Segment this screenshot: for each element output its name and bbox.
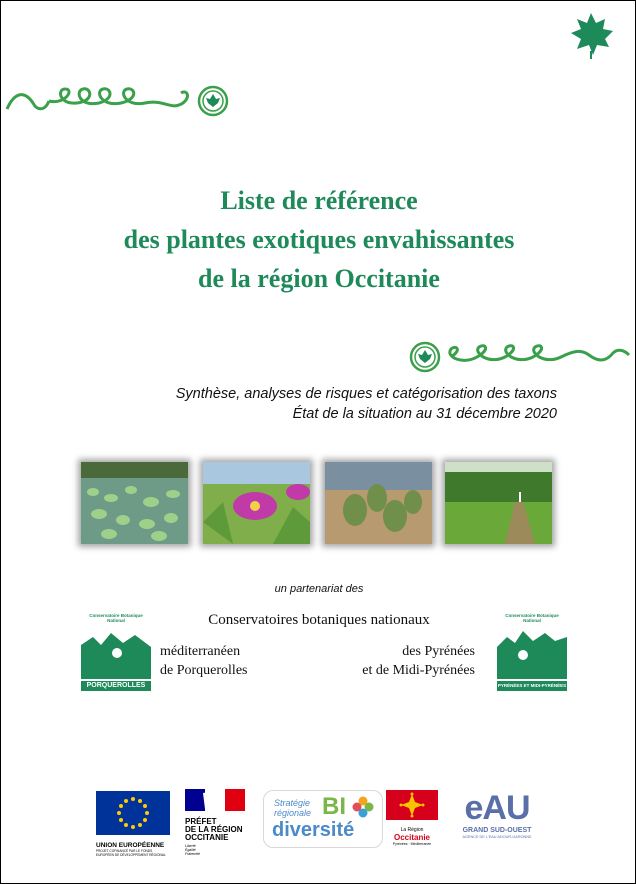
partner-right-line-1: des Pyrénées — [402, 644, 475, 659]
partner-left-line-1: méditerranéen — [160, 644, 241, 659]
decorative-swirl-middle — [407, 339, 631, 377]
subtitle-line-1: Synthèse, analyses de risques et catégorisation des taxons — [175, 386, 557, 402]
eau-big-label: eAU — [464, 789, 530, 827]
eu-logo-name: UNION EUROPÉENNE — [96, 842, 165, 849]
green-meadow-path-photo — [445, 462, 552, 544]
partnership-intro: un partenariat des — [274, 583, 364, 595]
pink-flower-photo — [203, 462, 310, 544]
cbn-right-logo-footer: PYRÉNÉES ET MIDI-PYRÉNÉES — [497, 681, 567, 691]
marianne-icon — [185, 789, 245, 811]
strategie-biodiversite-logo — [263, 790, 383, 848]
occitanie-label-1: La Région — [400, 827, 424, 833]
biodiv-line-2: régionale — [274, 808, 312, 818]
biodiv-line-1: Stratégie — [274, 798, 311, 808]
agence-eau-logo — [451, 790, 543, 846]
biodiv-diversite: diversité — [272, 819, 355, 841]
title-line-3: de la région Occitanie — [198, 264, 440, 293]
occitanie-label-3: Pyrénées · Méditerranée — [392, 842, 432, 846]
occitanie-label-2: Occitanie — [393, 833, 430, 842]
partner-left-line-2: de Porquerolles — [160, 663, 248, 678]
maple-leaf-icon — [567, 11, 615, 61]
cbn-right-logo-header: Conservatoire Botanique National — [505, 613, 559, 623]
eu-logo-sub: PROJET COFINANCÉ PAR LE FONDS EUROPÉEN DE DÉVELOPPEMENT RÉGIONAL — [96, 849, 166, 857]
aquatic-plants-photo — [81, 462, 188, 544]
cbn-left-logo-footer: PORQUEROLLES — [81, 681, 151, 691]
occitan-cross-icon — [386, 790, 438, 820]
title-line-1: Liste de référence — [220, 186, 418, 215]
prefet-motto-1: Liberté — [185, 844, 196, 848]
title-line-2: des plantes exotiques envahissantes — [123, 225, 515, 254]
subtitle-line-2: État de la situation au 31 décembre 2020 — [292, 406, 557, 422]
prefet-motto-2: Égalité — [185, 848, 196, 852]
prefet-motto-3: Fraternité — [185, 852, 200, 856]
cbn-left-logo-header: Conservatoire Botanique National — [89, 613, 143, 623]
eau-line-1: GRAND SUD-OUEST — [462, 827, 532, 834]
biodiv-o-flower-icon — [352, 796, 374, 818]
biodiv-bio: BI — [322, 793, 346, 820]
region-occitanie-logo — [386, 790, 438, 846]
decorative-swirl-top — [5, 81, 231, 121]
partnership-heading: Conservatoires botaniques nationaux — [208, 612, 430, 628]
prefet-occitanie-logo — [185, 789, 251, 856]
prefet-line-3: OCCITANIE — [185, 833, 229, 842]
cbn-pyrenees-logo — [497, 613, 567, 691]
partner-left-text — [160, 642, 247, 680]
prefet-line-1: PRÉFET — [185, 817, 217, 826]
prefet-line-2: DE LA RÉGION — [185, 825, 243, 834]
partner-right-line-2: et de Midi-Pyrénées — [362, 663, 475, 678]
prickly-pear-cactus-photo — [325, 462, 432, 544]
eau-line-2: AGENCE DE L'EAU ADOUR-GARONNE — [462, 835, 532, 839]
document-title — [0, 181, 636, 298]
document-subtitle — [176, 384, 557, 424]
eu-flag-icon — [96, 791, 170, 835]
eu-logo — [96, 791, 170, 857]
partner-right-text — [362, 642, 475, 680]
cbn-porquerolles-logo — [81, 613, 151, 691]
